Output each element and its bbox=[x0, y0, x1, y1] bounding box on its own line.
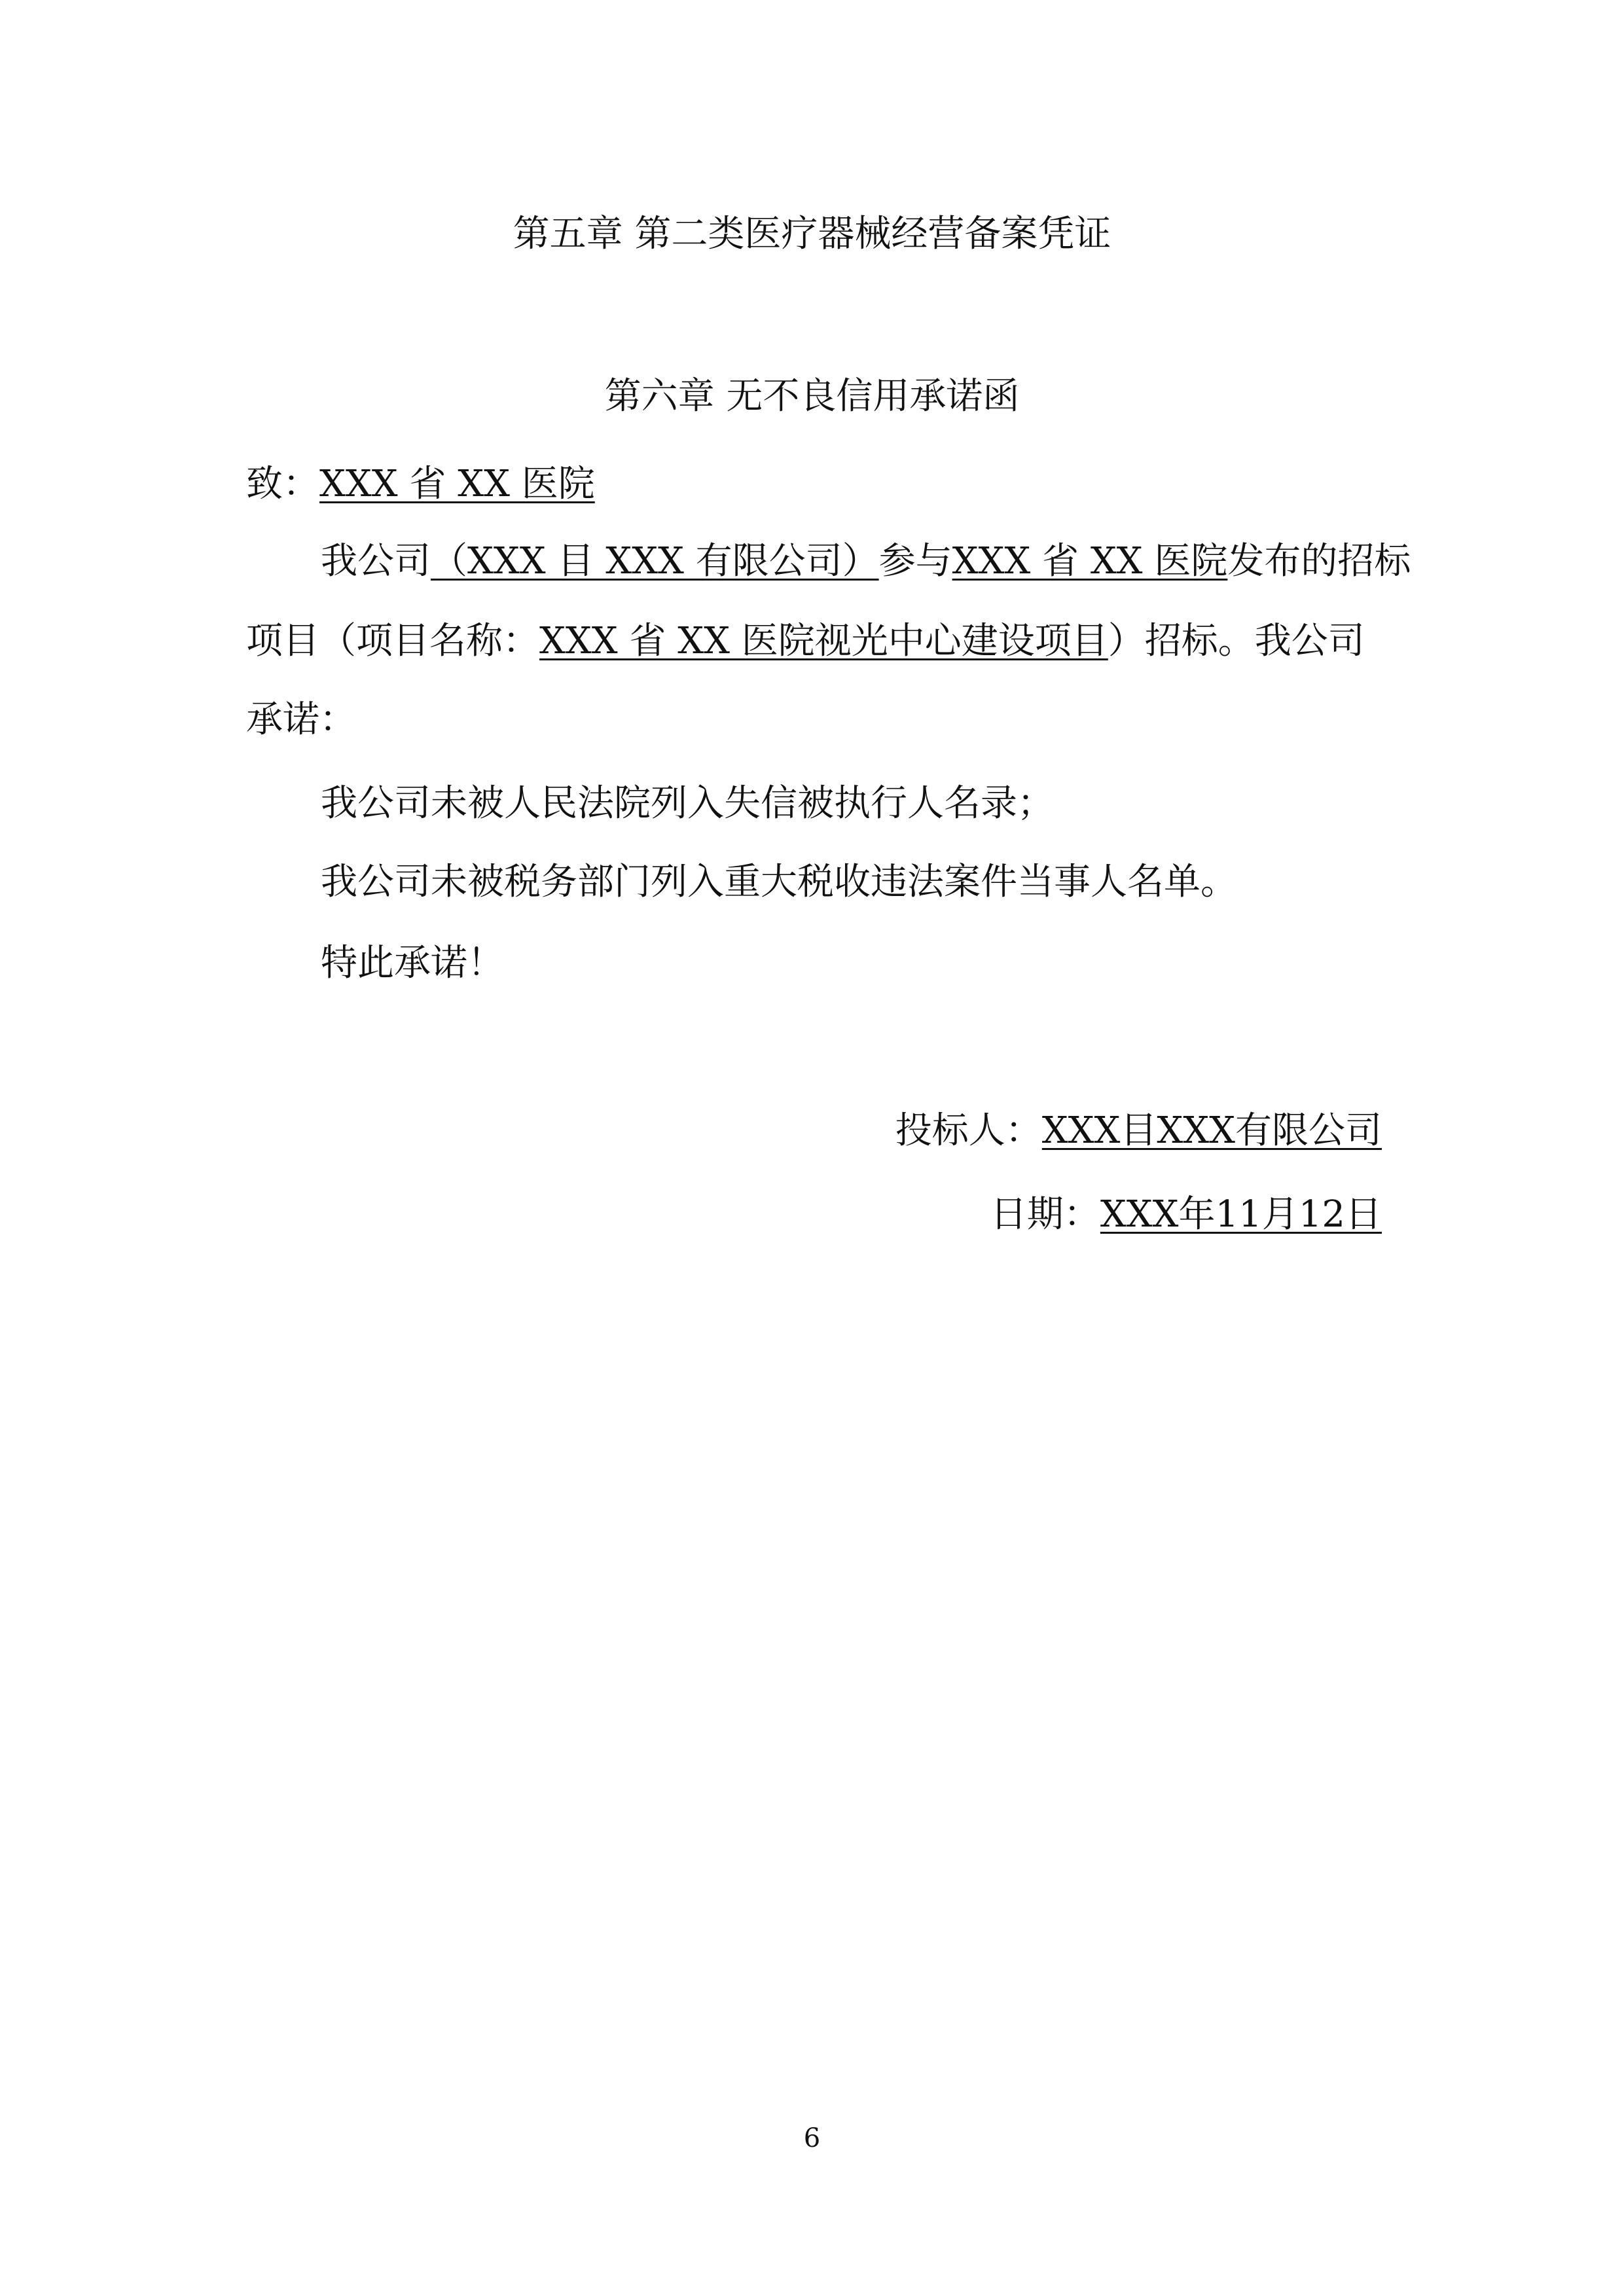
date-value: XXX年11月12日 bbox=[1100, 1193, 1382, 1236]
bidder-name: XXX目XXX有限公司 bbox=[1041, 1109, 1382, 1152]
date-line bbox=[990, 1191, 1382, 1238]
project-name: XXX 省 XX 医院视光中心建设项目 bbox=[539, 620, 1108, 662]
commitment-1: 我公司未被人民法院列入失信被执行人名录； bbox=[321, 782, 1054, 825]
hospital-name-inline: XXX 省 XX 医院 bbox=[952, 540, 1228, 583]
salutation bbox=[246, 461, 595, 508]
bidder-label: 投标人： bbox=[895, 1109, 1042, 1152]
chapter-5-title: 第五章 第二类医疗器械经营备案凭证 bbox=[513, 213, 1111, 255]
para2-suffix: ）招标。我公司 bbox=[1108, 620, 1365, 662]
date-label: 日期： bbox=[990, 1193, 1100, 1236]
paragraph-line-3: 承诺： bbox=[246, 698, 356, 741]
salutation-prefix: 致： bbox=[246, 463, 319, 505]
para2-prefix: 项目（项目名称： bbox=[246, 620, 539, 662]
page-number: 6 bbox=[803, 2123, 821, 2153]
paragraph-line-2 bbox=[246, 618, 1365, 665]
commitment-2: 我公司未被税务部门列入重大税收违法案件当事人名单。 bbox=[321, 861, 1237, 903]
recipient-name: XXX 省 XX 医院 bbox=[319, 463, 595, 505]
chapter-6-title: 第六章 无不良信用承诺函 bbox=[604, 375, 1020, 418]
closing-statement: 特此承诺！ bbox=[321, 942, 504, 984]
bidder-line bbox=[895, 1107, 1382, 1155]
company-name-inline: （XXX 目 XXX 有限公司） bbox=[431, 540, 879, 583]
para1-mid: 参与 bbox=[878, 540, 952, 583]
para1-suffix: 发布的招标 bbox=[1227, 540, 1411, 583]
paragraph-line-1 bbox=[321, 538, 1411, 585]
para1-prefix: 我公司 bbox=[321, 540, 431, 583]
